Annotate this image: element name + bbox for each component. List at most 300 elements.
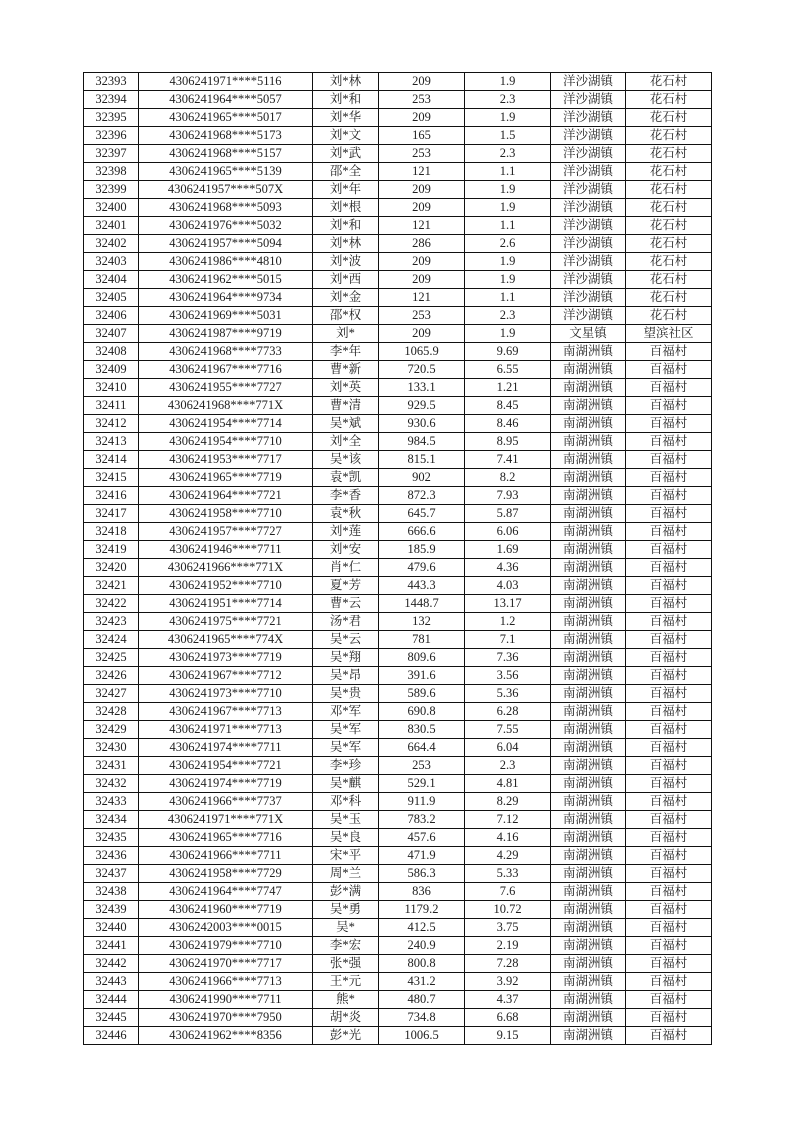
serial-number-cell: 32400 [84,199,139,217]
name-cell: 吴*翔 [313,649,379,667]
serial-number-cell: 32425 [84,649,139,667]
id-number-cell: 4306241965****774X [139,631,313,649]
id-number-cell: 4306241966****7737 [139,793,313,811]
area-cell: 1.9 [465,325,551,343]
village-cell: 百福村 [626,487,712,505]
town-cell: 南湖洲镇 [551,955,626,973]
town-cell: 文星镇 [551,325,626,343]
amount-cell: 720.5 [379,361,465,379]
town-cell: 南湖洲镇 [551,415,626,433]
town-cell: 洋沙湖镇 [551,73,626,91]
table-row [84,325,712,343]
town-cell: 南湖洲镇 [551,919,626,937]
table-row [84,703,712,721]
village-cell: 百福村 [626,343,712,361]
amount-cell: 1065.9 [379,343,465,361]
id-number-cell: 4306241969****5031 [139,307,313,325]
serial-number-cell: 32423 [84,613,139,631]
serial-number-cell: 32426 [84,667,139,685]
village-cell: 百福村 [626,469,712,487]
village-cell: 花石村 [626,109,712,127]
amount-cell: 185.9 [379,541,465,559]
town-cell: 南湖洲镇 [551,703,626,721]
table-row [84,217,712,235]
table-row [84,649,712,667]
serial-number-cell: 32445 [84,1009,139,1027]
id-number-cell: 4306241962****5015 [139,271,313,289]
village-cell: 百福村 [626,631,712,649]
name-cell: 曹*云 [313,595,379,613]
id-number-cell: 4306241971****7713 [139,721,313,739]
town-cell: 洋沙湖镇 [551,181,626,199]
amount-cell: 457.6 [379,829,465,847]
name-cell: 吴*麒 [313,775,379,793]
amount-cell: 984.5 [379,433,465,451]
name-cell: 刘*年 [313,181,379,199]
area-cell: 8.95 [465,433,551,451]
serial-number-cell: 32403 [84,253,139,271]
table-row [84,469,712,487]
area-cell: 1.9 [465,181,551,199]
area-cell: 6.06 [465,523,551,541]
amount-cell: 253 [379,145,465,163]
area-cell: 4.16 [465,829,551,847]
table-row [84,451,712,469]
name-cell: 张*强 [313,955,379,973]
village-cell: 花石村 [626,199,712,217]
town-cell: 南湖洲镇 [551,613,626,631]
table-row [84,919,712,937]
town-cell: 洋沙湖镇 [551,109,626,127]
area-cell: 7.41 [465,451,551,469]
serial-number-cell: 32414 [84,451,139,469]
town-cell: 南湖洲镇 [551,469,626,487]
amount-cell: 1006.5 [379,1027,465,1045]
town-cell: 南湖洲镇 [551,757,626,775]
village-cell: 花石村 [626,235,712,253]
serial-number-cell: 32431 [84,757,139,775]
amount-cell: 836 [379,883,465,901]
serial-number-cell: 32444 [84,991,139,1009]
id-number-cell: 4306241964****9734 [139,289,313,307]
village-cell: 花石村 [626,163,712,181]
amount-cell: 809.6 [379,649,465,667]
area-cell: 7.6 [465,883,551,901]
amount-cell: 664.4 [379,739,465,757]
id-number-cell: 4306242003****0015 [139,919,313,937]
table-row [84,829,712,847]
table-row [84,433,712,451]
table-row [84,361,712,379]
serial-number-cell: 32439 [84,901,139,919]
id-number-cell: 4306241971****5116 [139,73,313,91]
serial-number-cell: 32395 [84,109,139,127]
area-cell: 1.21 [465,379,551,397]
village-cell: 百福村 [626,1027,712,1045]
records-table [83,72,712,1045]
town-cell: 南湖洲镇 [551,595,626,613]
name-cell: 吴*云 [313,631,379,649]
area-cell: 9.69 [465,343,551,361]
table-row [84,901,712,919]
town-cell: 洋沙湖镇 [551,253,626,271]
village-cell: 百福村 [626,775,712,793]
table-row [84,163,712,181]
area-cell: 3.92 [465,973,551,991]
name-cell: 刘*莲 [313,523,379,541]
village-cell: 百福村 [626,847,712,865]
amount-cell: 589.6 [379,685,465,703]
table-row [84,253,712,271]
serial-number-cell: 32412 [84,415,139,433]
name-cell: 刘*林 [313,73,379,91]
area-cell: 7.28 [465,955,551,973]
amount-cell: 209 [379,181,465,199]
village-cell: 百福村 [626,703,712,721]
area-cell: 8.2 [465,469,551,487]
name-cell: 邵*全 [313,163,379,181]
area-cell: 1.1 [465,163,551,181]
area-cell: 7.12 [465,811,551,829]
serial-number-cell: 32437 [84,865,139,883]
town-cell: 洋沙湖镇 [551,163,626,181]
name-cell: 刘*武 [313,145,379,163]
area-cell: 4.37 [465,991,551,1009]
serial-number-cell: 32419 [84,541,139,559]
table-row [84,991,712,1009]
id-number-cell: 4306241954****7710 [139,433,313,451]
village-cell: 花石村 [626,73,712,91]
name-cell: 刘*和 [313,91,379,109]
table-row [84,127,712,145]
area-cell: 5.36 [465,685,551,703]
area-cell: 6.55 [465,361,551,379]
serial-number-cell: 32443 [84,973,139,991]
id-number-cell: 4306241957****7727 [139,523,313,541]
amount-cell: 1179.2 [379,901,465,919]
area-cell: 9.15 [465,1027,551,1045]
id-number-cell: 4306241968****7733 [139,343,313,361]
serial-number-cell: 32409 [84,361,139,379]
town-cell: 南湖洲镇 [551,937,626,955]
area-cell: 6.04 [465,739,551,757]
area-cell: 2.3 [465,757,551,775]
village-cell: 百福村 [626,991,712,1009]
village-cell: 花石村 [626,289,712,307]
village-cell: 百福村 [626,955,712,973]
table-row [84,757,712,775]
table-row [84,541,712,559]
area-cell: 7.1 [465,631,551,649]
id-number-cell: 4306241955****7727 [139,379,313,397]
town-cell: 南湖洲镇 [551,829,626,847]
village-cell: 花石村 [626,91,712,109]
village-cell: 百福村 [626,811,712,829]
area-cell: 1.9 [465,253,551,271]
amount-cell: 783.2 [379,811,465,829]
name-cell: 袁*秋 [313,505,379,523]
area-cell: 1.69 [465,541,551,559]
name-cell: 彭*满 [313,883,379,901]
name-cell: 刘* [313,325,379,343]
area-cell: 2.6 [465,235,551,253]
amount-cell: 734.8 [379,1009,465,1027]
town-cell: 南湖洲镇 [551,883,626,901]
serial-number-cell: 32398 [84,163,139,181]
amount-cell: 209 [379,73,465,91]
id-number-cell: 4306241971****771X [139,811,313,829]
village-cell: 百福村 [626,757,712,775]
name-cell: 刘*英 [313,379,379,397]
table-row [84,559,712,577]
area-cell: 1.9 [465,271,551,289]
town-cell: 南湖洲镇 [551,847,626,865]
serial-number-cell: 32438 [84,883,139,901]
town-cell: 南湖洲镇 [551,361,626,379]
table-row [84,667,712,685]
serial-number-cell: 32396 [84,127,139,145]
serial-number-cell: 32399 [84,181,139,199]
amount-cell: 815.1 [379,451,465,469]
town-cell: 南湖洲镇 [551,523,626,541]
area-cell: 7.93 [465,487,551,505]
table-row [84,379,712,397]
amount-cell: 929.5 [379,397,465,415]
id-number-cell: 4306241964****7721 [139,487,313,505]
id-number-cell: 4306241968****5157 [139,145,313,163]
amount-cell: 132 [379,613,465,631]
serial-number-cell: 32407 [84,325,139,343]
id-number-cell: 4306241965****7716 [139,829,313,847]
amount-cell: 781 [379,631,465,649]
serial-number-cell: 32406 [84,307,139,325]
village-cell: 百福村 [626,577,712,595]
village-cell: 百福村 [626,415,712,433]
id-number-cell: 4306241962****8356 [139,1027,313,1045]
area-cell: 2.3 [465,91,551,109]
serial-number-cell: 32408 [84,343,139,361]
village-cell: 花石村 [626,271,712,289]
id-number-cell: 4306241974****7711 [139,739,313,757]
name-cell: 熊* [313,991,379,1009]
id-number-cell: 4306241986****4810 [139,253,313,271]
town-cell: 南湖洲镇 [551,505,626,523]
town-cell: 南湖洲镇 [551,667,626,685]
amount-cell: 240.9 [379,937,465,955]
id-number-cell: 4306241965****5139 [139,163,313,181]
serial-number-cell: 32427 [84,685,139,703]
id-number-cell: 4306241966****771X [139,559,313,577]
name-cell: 刘*林 [313,235,379,253]
amount-cell: 480.7 [379,991,465,1009]
id-number-cell: 4306241967****7712 [139,667,313,685]
id-number-cell: 4306241976****5032 [139,217,313,235]
serial-number-cell: 32411 [84,397,139,415]
village-cell: 百福村 [626,721,712,739]
serial-number-cell: 32394 [84,91,139,109]
name-cell: 吴*该 [313,451,379,469]
id-number-cell: 4306241958****7729 [139,865,313,883]
id-number-cell: 4306241970****7717 [139,955,313,973]
name-cell: 汤*君 [313,613,379,631]
area-cell: 3.75 [465,919,551,937]
id-number-cell: 4306241960****7719 [139,901,313,919]
area-cell: 1.5 [465,127,551,145]
amount-cell: 930.6 [379,415,465,433]
table-row [84,721,712,739]
amount-cell: 121 [379,163,465,181]
area-cell: 6.28 [465,703,551,721]
area-cell: 1.1 [465,217,551,235]
village-cell: 百福村 [626,523,712,541]
name-cell: 刘*根 [313,199,379,217]
amount-cell: 479.6 [379,559,465,577]
village-cell: 百福村 [626,505,712,523]
area-cell: 1.1 [465,289,551,307]
area-cell: 10.72 [465,901,551,919]
name-cell: 吴*勇 [313,901,379,919]
table-row [84,1009,712,1027]
amount-cell: 391.6 [379,667,465,685]
name-cell: 王*元 [313,973,379,991]
amount-cell: 471.9 [379,847,465,865]
serial-number-cell: 32397 [84,145,139,163]
town-cell: 南湖洲镇 [551,811,626,829]
amount-cell: 431.2 [379,973,465,991]
amount-cell: 209 [379,199,465,217]
serial-number-cell: 32420 [84,559,139,577]
serial-number-cell: 32433 [84,793,139,811]
name-cell: 邵*权 [313,307,379,325]
amount-cell: 286 [379,235,465,253]
area-cell: 6.68 [465,1009,551,1027]
id-number-cell: 4306241958****7710 [139,505,313,523]
table-row [84,235,712,253]
village-cell: 望滨社区 [626,325,712,343]
table-row [84,1027,712,1045]
table-row [84,271,712,289]
table-row [84,793,712,811]
serial-number-cell: 32422 [84,595,139,613]
village-cell: 百福村 [626,973,712,991]
village-cell: 百福村 [626,883,712,901]
town-cell: 洋沙湖镇 [551,271,626,289]
id-number-cell: 4306241966****7713 [139,973,313,991]
id-number-cell: 4306241964****5057 [139,91,313,109]
village-cell: 百福村 [626,937,712,955]
serial-number-cell: 32432 [84,775,139,793]
area-cell: 2.3 [465,145,551,163]
serial-number-cell: 32417 [84,505,139,523]
table-row [84,289,712,307]
village-cell: 百福村 [626,667,712,685]
serial-number-cell: 32402 [84,235,139,253]
amount-cell: 872.3 [379,487,465,505]
village-cell: 花石村 [626,127,712,145]
town-cell: 南湖洲镇 [551,991,626,1009]
village-cell: 百福村 [626,379,712,397]
name-cell: 刘*安 [313,541,379,559]
id-number-cell: 4306241952****7710 [139,577,313,595]
name-cell: 吴*军 [313,739,379,757]
serial-number-cell: 32410 [84,379,139,397]
area-cell: 4.36 [465,559,551,577]
area-cell: 4.29 [465,847,551,865]
serial-number-cell: 32435 [84,829,139,847]
village-cell: 花石村 [626,217,712,235]
town-cell: 南湖洲镇 [551,775,626,793]
area-cell: 2.3 [465,307,551,325]
town-cell: 洋沙湖镇 [551,289,626,307]
area-cell: 5.33 [465,865,551,883]
name-cell: 彭*光 [313,1027,379,1045]
name-cell: 吴*玉 [313,811,379,829]
village-cell: 百福村 [626,433,712,451]
town-cell: 南湖洲镇 [551,739,626,757]
town-cell: 南湖洲镇 [551,1027,626,1045]
amount-cell: 529.1 [379,775,465,793]
amount-cell: 911.9 [379,793,465,811]
amount-cell: 830.5 [379,721,465,739]
name-cell: 曹*清 [313,397,379,415]
serial-number-cell: 32446 [84,1027,139,1045]
village-cell: 百福村 [626,865,712,883]
serial-number-cell: 32428 [84,703,139,721]
serial-number-cell: 32429 [84,721,139,739]
table-row [84,109,712,127]
id-number-cell: 4306241979****7710 [139,937,313,955]
table-row [84,415,712,433]
name-cell: 刘*文 [313,127,379,145]
town-cell: 南湖洲镇 [551,577,626,595]
area-cell: 7.36 [465,649,551,667]
name-cell: 李*香 [313,487,379,505]
id-number-cell: 4306241967****7716 [139,361,313,379]
area-cell: 2.19 [465,937,551,955]
name-cell: 袁*凯 [313,469,379,487]
amount-cell: 666.6 [379,523,465,541]
serial-number-cell: 32430 [84,739,139,757]
town-cell: 洋沙湖镇 [551,91,626,109]
id-number-cell: 4306241957****507X [139,181,313,199]
id-number-cell: 4306241970****7950 [139,1009,313,1027]
serial-number-cell: 32441 [84,937,139,955]
area-cell: 1.9 [465,109,551,127]
id-number-cell: 4306241946****7711 [139,541,313,559]
id-number-cell: 4306241968****771X [139,397,313,415]
amount-cell: 586.3 [379,865,465,883]
amount-cell: 209 [379,271,465,289]
name-cell: 吴*军 [313,721,379,739]
table-body [84,73,712,1045]
id-number-cell: 4306241968****5173 [139,127,313,145]
name-cell: 刘*华 [313,109,379,127]
id-number-cell: 4306241965****7719 [139,469,313,487]
village-cell: 百福村 [626,361,712,379]
town-cell: 洋沙湖镇 [551,217,626,235]
village-cell: 百福村 [626,613,712,631]
village-cell: 百福村 [626,829,712,847]
serial-number-cell: 32413 [84,433,139,451]
amount-cell: 800.8 [379,955,465,973]
name-cell: 刘*和 [313,217,379,235]
serial-number-cell: 32440 [84,919,139,937]
village-cell: 花石村 [626,145,712,163]
name-cell: 邓*军 [313,703,379,721]
table-row [84,613,712,631]
name-cell: 夏*芳 [313,577,379,595]
table-row [84,811,712,829]
